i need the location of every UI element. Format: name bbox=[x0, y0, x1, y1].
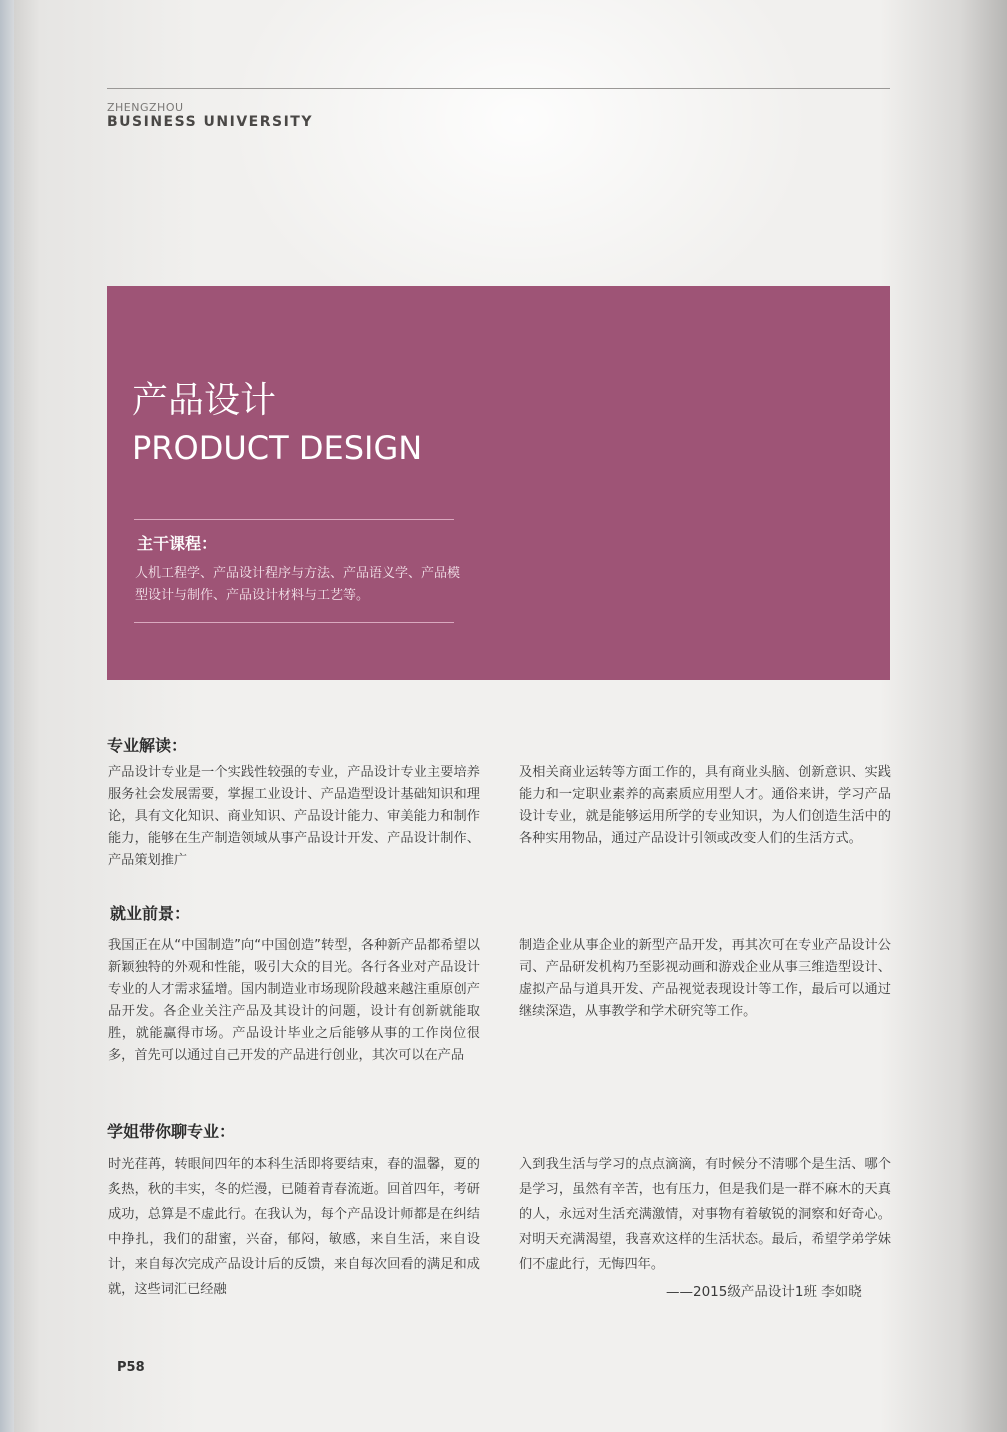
brand-name: BUSINESS UNIVERSITY bbox=[107, 114, 313, 130]
banner-rule-top bbox=[134, 519, 454, 520]
section-heading-interpretation: 专业解读： bbox=[107, 736, 188, 755]
prospects-right-column: 制造企业从事企业的新型产品开发，再其次可在专业产品设计公司、产品研发机构乃至影视动画和游戏企业从事三维造型设计、虚拟产品与道具开发、产品视觉表现设计等工作，最后可以通过继续深造，从事教学和学术研究等工作。 bbox=[519, 938, 891, 1019]
page-binding-edge bbox=[0, 0, 14, 1432]
section-heading-senior-talk: 学姐带你聊专业： bbox=[107, 1122, 236, 1141]
banner-rule-bottom bbox=[134, 622, 454, 623]
prospects-left-column: 我国正在从“中国制造”向“中国创造”转型，各种新产品都希望以新颖独特的外观和性能，吸引大众的目光。各行各业对产品设计专业的人才需求猛增。国内制造业市场现阶段越来越注重原创产品开发。各企业关注产品及其设计的问题，设计有创新就能取胜，就能赢得市场。产品设计毕业之后能够从事的工作岗位很多，首先可以通过自己开发的产品进行创业，其次可以在产品 bbox=[108, 938, 480, 1063]
major-title-en: PRODUCT DESIGN bbox=[132, 429, 423, 467]
page-number: P58 bbox=[117, 1360, 145, 1375]
header-rule bbox=[107, 88, 890, 89]
senior-talk-right-column: 入到我生活与学习的点点滴滴，有时候分不清哪个是生活、哪个是学习，虽然有辛苦，也有压力，但是我们是一群不麻木的天真的人，永远对生活充满激情，对事物有着敏锐的洞察和好奇心。对明天充满渴望，我喜欢这样的生活状态。最后，希望学弟学妹们不虚此行，无悔四年。 bbox=[519, 1157, 891, 1272]
interpretation-left-column: 产品设计专业是一个实践性较强的专业，产品设计专业主要培养服务社会发展需要，掌握工业设计、产品造型设计基础知识和理论，具有文化知识、商业知识、产品设计能力、审美能力和制作能力，能够在生产制造领域从事产品设计开发、产品设计制作、产品策划推广 bbox=[108, 765, 480, 868]
senior-talk-left-column: 时光荏苒，转眼间四年的本科生活即将要结束，春的温馨，夏的炙热，秋的丰实，冬的烂漫，已随着青春流逝。回首四年，考研成功，总算是不虚此行。在我认为，每个产品设计师都是在纠结中挣扎，我们的甜蜜，兴奋，郁闷，敏感，来自生活，来自设计，来自每次完成产品设计后的反馈，来自每次回看的满足和成就，这些词汇已经融 bbox=[108, 1157, 480, 1297]
major-title-cn: 产品设计 bbox=[132, 380, 277, 421]
course-heading: 主干课程： bbox=[137, 534, 218, 553]
author-signature: ——2015级产品设计1班 李如晓 bbox=[666, 1284, 862, 1300]
course-text: 人机工程学、产品设计程序与方法、产品语义学、产品模型设计与制作、产品设计材料与工艺等。 bbox=[135, 566, 461, 603]
interpretation-right-column: 及相关商业运转等方面工作的，具有商业头脑、创新意识、实践能力和一定职业素养的高素质应用型人才。通俗来讲，学习产品设计专业，就是能够运用所学的专业知识，为人们创造生活中的各种实用物品，通过产品设计引领或改变人们的生活方式。 bbox=[519, 765, 891, 846]
section-heading-prospects: 就业前景： bbox=[110, 904, 191, 923]
major-banner bbox=[107, 286, 890, 680]
brand-city: ZHENGZHOU bbox=[107, 101, 184, 114]
